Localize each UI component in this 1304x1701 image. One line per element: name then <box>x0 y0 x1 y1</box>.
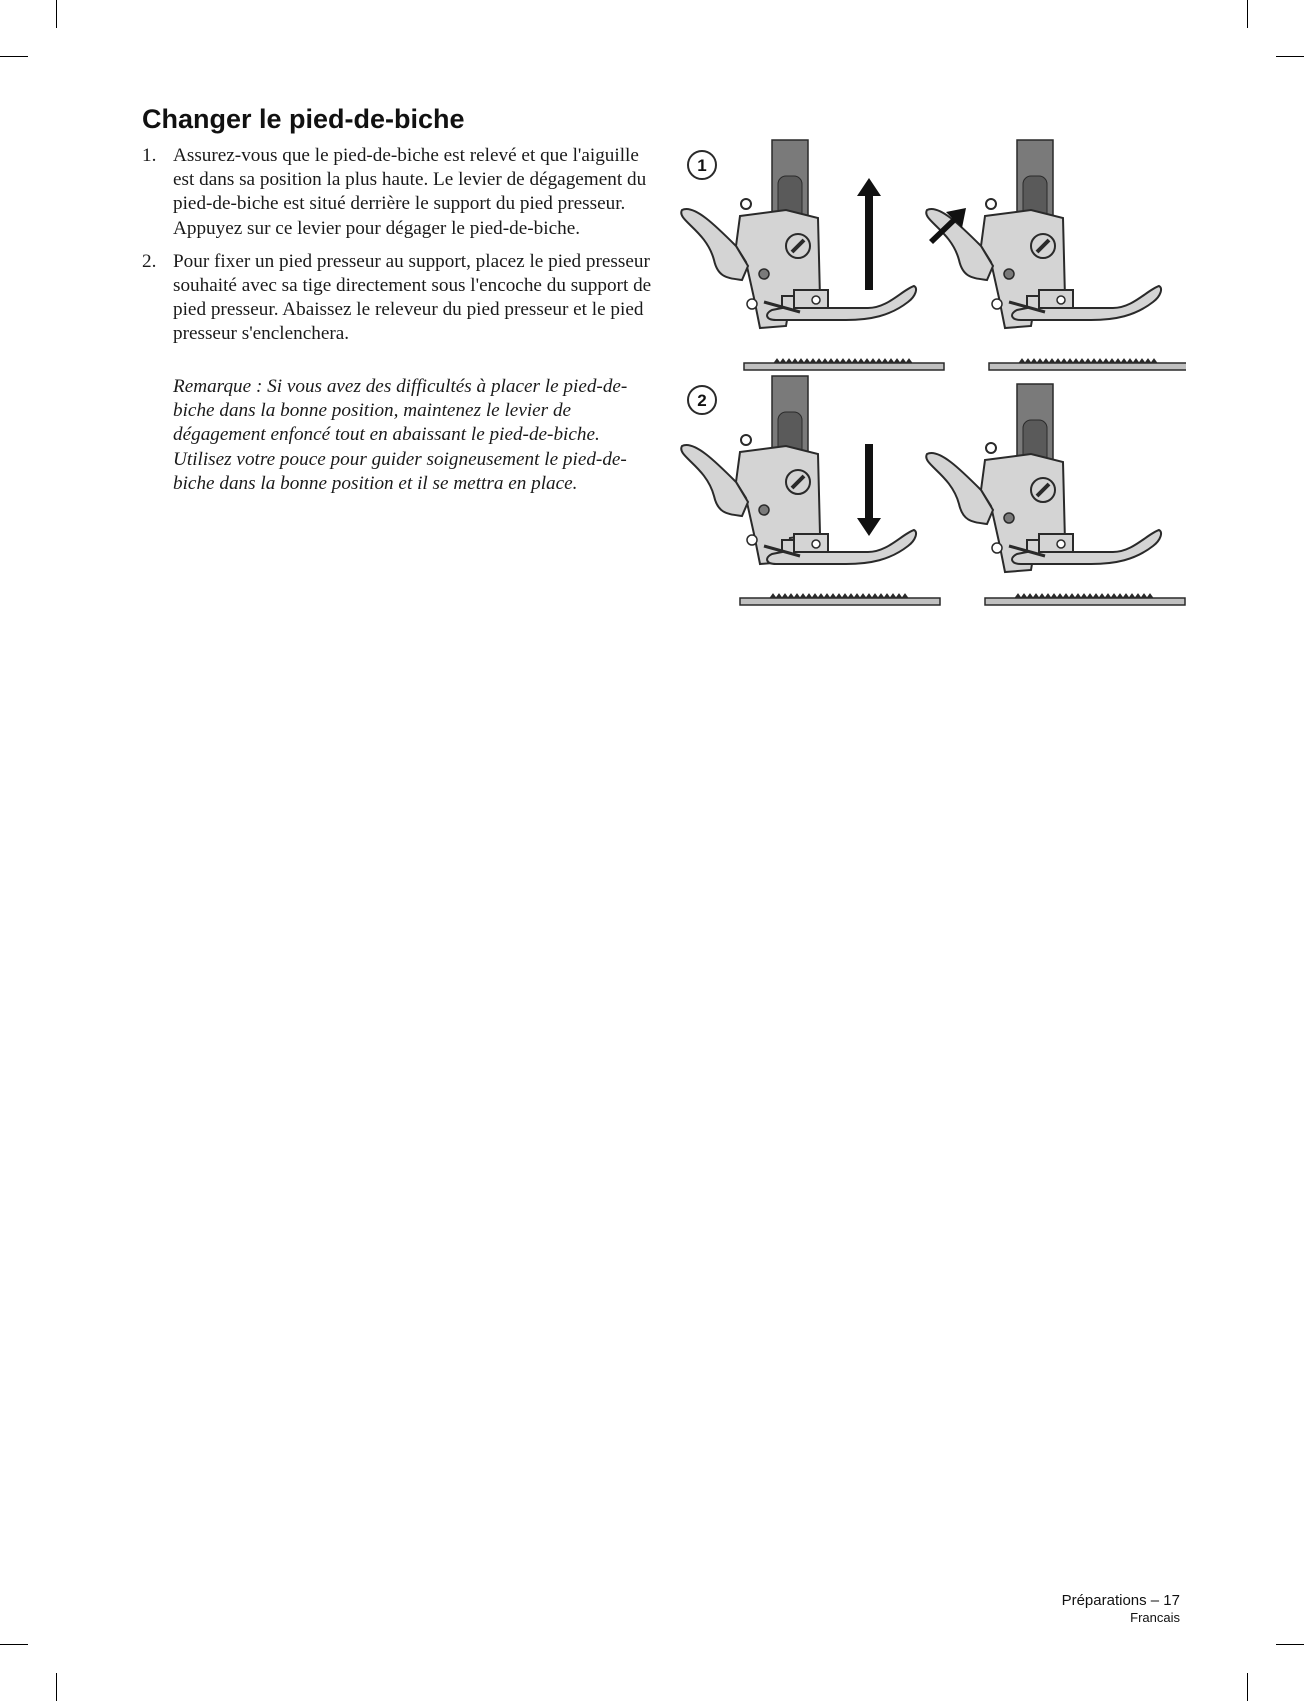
crop-mark <box>56 1673 57 1701</box>
crop-mark <box>1276 1644 1304 1645</box>
crop-mark <box>1247 1673 1248 1701</box>
footer-language: Francais <box>1130 1610 1180 1625</box>
step-number: 2. <box>142 250 157 272</box>
crop-mark <box>0 56 28 57</box>
crop-mark <box>1247 0 1248 28</box>
foot-clicked-in <box>926 384 1161 572</box>
instruction-step <box>142 144 652 241</box>
crop-mark <box>56 0 57 28</box>
step-1-label: 1 <box>697 156 707 175</box>
page-title: Changer le pied-de-biche <box>142 104 465 134</box>
arrow-down-icon <box>857 444 881 536</box>
step-text: Assurez-vous que le pied-de-biche est relevé et que l'aiguille est dans sa position la plus haute. Le levier de dégagement du pied-de-biche est situé derrière le support du pied presseur. Appuyez sur ce levier pour dégager le pied-de-biche. <box>173 145 647 239</box>
crop-mark <box>1276 56 1304 57</box>
step-number: 1. <box>142 145 157 166</box>
feed-plate <box>989 359 1186 370</box>
instruction-list <box>142 144 652 356</box>
presser-foot-illustration <box>676 138 1186 610</box>
step-text: Pour fixer un pied presseur au support, placez le pied presseur souhaité avec sa tige directement sous l'encoche du support de pied presseur. Abaissez le releveur du pied presseur et le pied presseur s'enclenchera. <box>173 250 652 345</box>
step-2-label: 2 <box>697 391 707 410</box>
instruction-step <box>142 250 652 347</box>
feed-plate <box>740 594 940 605</box>
page-footer <box>1062 1592 1180 1626</box>
arrow-up-icon <box>857 178 881 290</box>
feed-plate <box>744 359 944 370</box>
feed-plate <box>985 594 1185 605</box>
crop-mark <box>0 1644 28 1645</box>
foot-released <box>926 140 1161 328</box>
footer-section: Préparations – 17 <box>1061 1592 1180 1609</box>
note-text: Remarque : Si vous avez des difficultés à placer le pied-de-biche dans la bonne position, maintenez le levier de dégagement enfoncé tout en abaissant le pied-de-biche. Utilisez votre pouce pour guider soigneusement le pied-de-biche dans la bonne position et il se mettra en place. <box>173 376 628 494</box>
